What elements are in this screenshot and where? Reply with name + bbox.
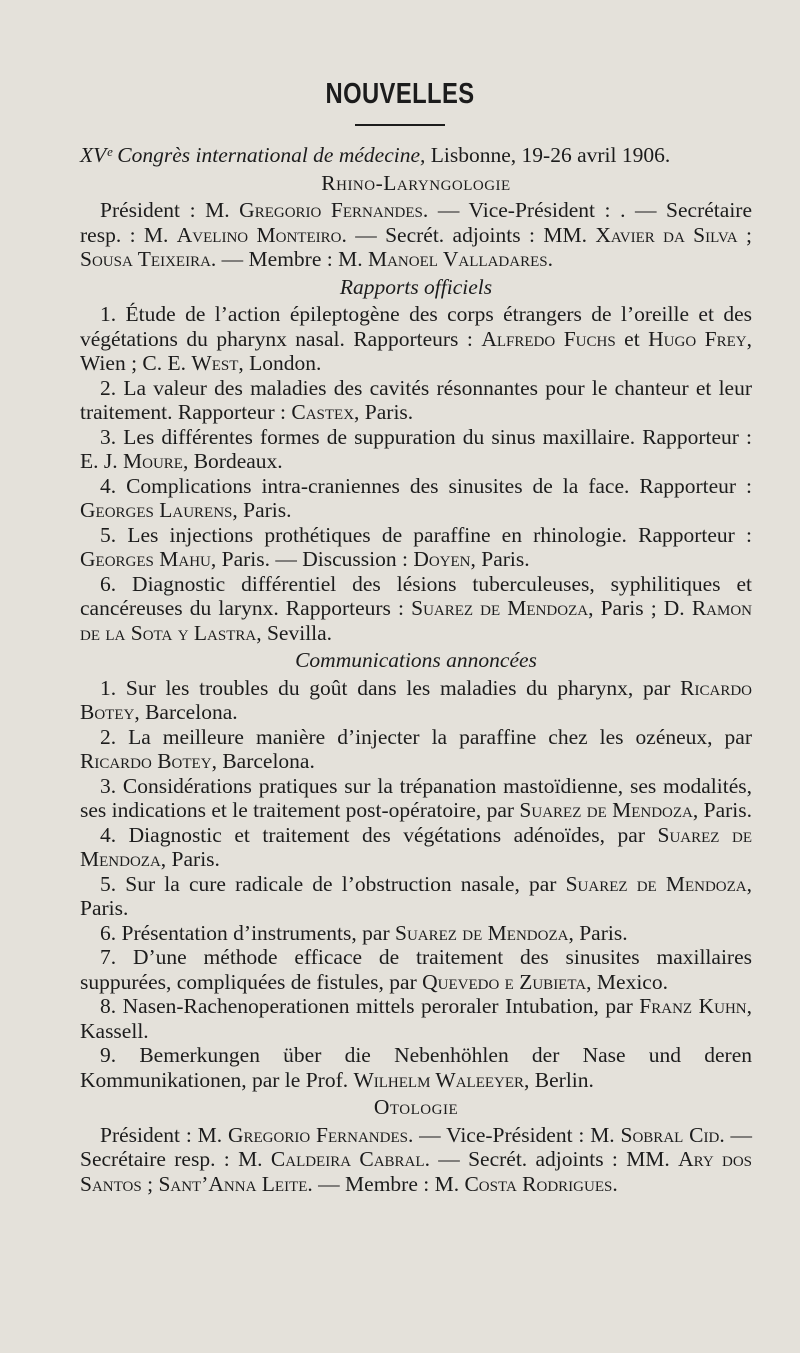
section-title-oto: Otologie bbox=[373, 1095, 459, 1119]
communication-item bbox=[80, 994, 752, 1043]
text-run: . — Membre : M. bbox=[210, 247, 368, 271]
text-run: , Barcelona. bbox=[134, 700, 238, 724]
text-run: . bbox=[547, 247, 553, 271]
person-name: Quevedo e Zubieta bbox=[422, 969, 587, 994]
text-run: , London. bbox=[238, 351, 322, 375]
communication-item bbox=[80, 774, 752, 823]
congress-heading-italic: XVᵉ Congrès international de médecine, bbox=[80, 143, 426, 167]
text-run: . — Vice-Président : M. bbox=[407, 1122, 621, 1147]
text-run: , Barcelona. bbox=[211, 749, 315, 773]
reports-title: Rapports officiels bbox=[339, 274, 493, 299]
report-item bbox=[80, 425, 752, 474]
text-run: 3. Considérations pratiques sur la trépanation mastoïdienne, ses modalités, ses indications et le traitement post-opératoire, par bbox=[80, 773, 752, 822]
rhino-officers bbox=[80, 198, 752, 272]
section-title-rhino: Rhino-Laryngologie bbox=[321, 170, 511, 195]
text-run: . — Secrét. adjoints : MM. bbox=[341, 222, 596, 247]
text-run: ; bbox=[141, 1171, 159, 1196]
text-run: 4. Diagnostic et traitement des végétations adénoïdes, par bbox=[100, 822, 658, 847]
text-run: , Wien ; C. E. bbox=[80, 326, 752, 375]
text-run: , Paris. bbox=[160, 847, 220, 871]
person-name: Castex bbox=[291, 400, 355, 424]
person-name: Xavier da Silva bbox=[595, 222, 738, 247]
person-name: Ary dos Santos bbox=[80, 1147, 752, 1196]
text-run: 5. Les injections prothétiques de paraffine en rhinologie. Rapporteur : bbox=[100, 522, 752, 547]
text-run: ; bbox=[737, 222, 752, 247]
text-run: . — Membre : M. bbox=[307, 1171, 465, 1196]
text-run: 5. Sur la cure radicale de l’obstruction nasale, par bbox=[100, 871, 566, 896]
text-run: , Paris ; D. bbox=[588, 596, 692, 620]
communication-item bbox=[80, 921, 752, 946]
title-rule bbox=[355, 124, 445, 126]
person-name: Doyen bbox=[413, 547, 471, 571]
text-run: 8. Nasen-Rachenoperationen mittels peroraler Intubation, par bbox=[100, 994, 640, 1018]
person-name: Manoel Valladares bbox=[367, 247, 548, 271]
communication-item bbox=[80, 823, 752, 872]
person-name: West bbox=[191, 351, 239, 375]
report-item bbox=[80, 474, 752, 523]
person-name: Moure bbox=[123, 449, 183, 473]
communication-item bbox=[80, 1043, 752, 1092]
report-item bbox=[80, 376, 752, 425]
person-name: Sousa Teixeira bbox=[80, 247, 211, 271]
person-name: Franz Kuhn bbox=[639, 994, 747, 1018]
article-body bbox=[80, 143, 752, 1196]
text-run: , Paris. bbox=[80, 871, 752, 920]
person-name: Gregorio Fernandes bbox=[239, 198, 423, 222]
text-run: , Paris. bbox=[568, 920, 628, 945]
text-run: 6. Diagnostic différentiel des lésions tuberculeuses, syphilitiques et cancéreuses du larynx. Rapporteurs : bbox=[80, 571, 752, 620]
text-run: 2. La valeur des maladies des cavités résonnantes pour le chanteur et leur traitement. Rapporteur : bbox=[80, 375, 752, 424]
person-name: Sobral Cid bbox=[620, 1122, 720, 1147]
text-run: , Paris. bbox=[232, 498, 292, 522]
person-name: Ricardo Botey bbox=[80, 675, 752, 724]
person-name: Ramon de la Sota y Lastra bbox=[80, 596, 752, 645]
text-run: . — Vice-Président : . — Secrétaire resp. : M. bbox=[80, 198, 752, 247]
oto-officers bbox=[80, 1123, 752, 1197]
communications-title: Communications annoncées bbox=[295, 648, 537, 672]
text-run: 7. D’une méthode efficace de traitement des sinusites maxillaires suppurées, compliquées de fistules, par bbox=[80, 945, 752, 994]
text-run: , Bordeaux. bbox=[182, 449, 283, 473]
text-run: . bbox=[612, 1171, 618, 1196]
text-run: et bbox=[615, 326, 649, 351]
person-name: Alfredo Fuchs bbox=[481, 326, 616, 351]
reports-list bbox=[80, 302, 752, 645]
text-run: 1. Étude de l’action épileptogène des corps étrangers de l’oreille et des végétations du pharynx nasal. Rapporteurs : bbox=[80, 302, 752, 351]
text-run: Président : M. bbox=[100, 198, 240, 222]
text-run: 9. Bemerkungen über die Nebenhöhlen der Nase und deren Kommunikationen, par le Prof. bbox=[80, 1043, 752, 1092]
person-name: Sant’Anna Leite bbox=[158, 1171, 308, 1196]
text-run: , Paris. bbox=[470, 547, 530, 571]
person-name: Georges Mahu bbox=[80, 547, 211, 571]
text-run: 1. Sur les troubles du goût dans les maladies du pharynx, par bbox=[100, 675, 681, 700]
text-run: , Berlin. bbox=[524, 1067, 594, 1092]
text-run: , Paris. bbox=[354, 400, 414, 424]
person-name: Costa Rodrigues bbox=[464, 1171, 613, 1196]
person-name: Suarez de Mendoza bbox=[519, 798, 693, 822]
person-name: Georges Laurens bbox=[80, 498, 233, 522]
person-name: Suarez de Mendoza bbox=[80, 822, 752, 871]
person-name: Suarez de Mendoza bbox=[565, 871, 747, 896]
report-item bbox=[80, 302, 752, 376]
page-title: NOUVELLES bbox=[325, 78, 475, 110]
text-run: Président : M. bbox=[100, 1122, 228, 1147]
communication-item bbox=[80, 676, 752, 725]
text-run: , Kassell. bbox=[80, 994, 752, 1043]
person-name: Wilhelm Waleeyer bbox=[353, 1067, 525, 1092]
text-run: , Mexico. bbox=[586, 969, 668, 994]
congress-heading-rest: Lisbonne, 19-26 avril 1906. bbox=[425, 143, 671, 167]
communication-item bbox=[80, 725, 752, 774]
text-run: , Sevilla. bbox=[256, 620, 333, 645]
person-name: Ricardo Botey bbox=[80, 749, 212, 773]
text-run: 6. Présentation d’instruments, par bbox=[100, 920, 395, 945]
text-run: , Paris. bbox=[692, 798, 753, 822]
report-item bbox=[80, 523, 752, 572]
communication-item bbox=[80, 872, 752, 921]
person-name: Hugo Frey bbox=[648, 326, 747, 351]
communication-item bbox=[80, 945, 752, 994]
person-name: Gregorio Fernandes bbox=[227, 1122, 408, 1147]
text-run: . — Secrétaire resp. : M. bbox=[80, 1122, 753, 1171]
communications-list bbox=[80, 676, 752, 1093]
person-name: Suarez de Mendoza bbox=[411, 596, 589, 620]
report-item bbox=[80, 572, 752, 646]
text-run: 4. Complications intra-craniennes des sinusites de la face. Rapporteur : bbox=[100, 473, 752, 498]
text-run: , Paris. — Discussion : bbox=[210, 547, 414, 571]
text-run: . — Secrét. adjoints : MM. bbox=[424, 1147, 679, 1171]
text-run: 3. Les différentes formes de suppuration du sinus maxillaire. Rapporteur : E. J. bbox=[80, 424, 752, 473]
person-name: Avelino Monteiro bbox=[176, 222, 342, 247]
text-run: 2. La meilleure manière d’injecter la paraffine chez les ozéneux, par bbox=[100, 724, 752, 749]
person-name: Caldeira Cabral bbox=[270, 1147, 425, 1171]
congress-heading bbox=[80, 143, 752, 168]
person-name: Suarez de Mendoza bbox=[394, 920, 569, 945]
